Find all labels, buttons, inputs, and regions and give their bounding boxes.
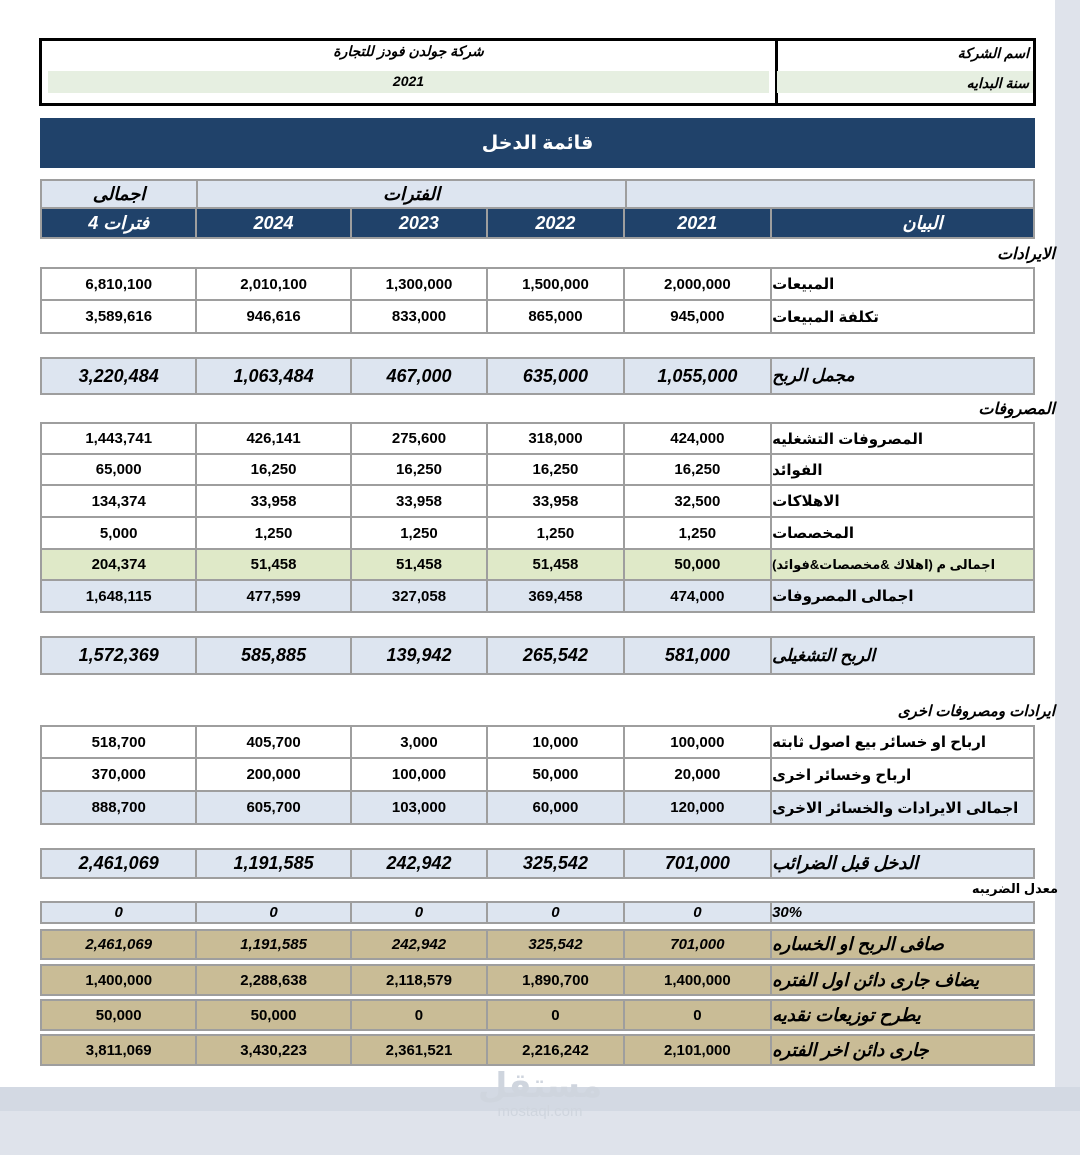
cell-tax-total: 0 xyxy=(42,903,197,922)
header-year-2021: 2021 xyxy=(625,209,772,237)
cell-asset-gain-2023: 3,000 xyxy=(352,727,488,757)
label-provisions: المخصصات xyxy=(772,525,854,542)
cell-other-gain-2023: 100,000 xyxy=(352,759,488,790)
cell-depr-2021: 32,500 xyxy=(625,486,772,516)
label-operating: الربح التشغيلى xyxy=(772,645,876,665)
cell-other-gain-total: 370,000 xyxy=(42,759,197,790)
cell-interest-2022: 16,250 xyxy=(488,455,624,484)
cell-other-gain-2022: 50,000 xyxy=(488,759,624,790)
row-cogs xyxy=(40,301,1035,334)
cell-total-exp-total: 1,648,115 xyxy=(42,581,197,611)
cell-asset-gain-total: 518,700 xyxy=(42,727,197,757)
cell-interest-2024: 16,250 xyxy=(197,455,351,484)
cell-provisions-2024: 1,250 xyxy=(197,518,351,548)
cell-provisions-2022: 1,250 xyxy=(488,518,624,548)
cell-closing-2023: 2,361,521 xyxy=(352,1036,488,1064)
cell-total-exp-2022: 369,458 xyxy=(488,581,624,611)
cell-sales-2021: 2,000,000 xyxy=(625,269,772,299)
cell-opening-2021: 1,400,000 xyxy=(625,966,772,994)
start-year-label: سنة البدايه xyxy=(966,75,1029,91)
cell-sales-2022: 1,500,000 xyxy=(488,269,624,299)
header-year-2022: 2022 xyxy=(488,209,624,237)
cell-tax-2021: 0 xyxy=(625,903,772,922)
row-provisions xyxy=(40,518,1035,550)
label-dividends: يطرح توزيعات نقديه xyxy=(772,1004,921,1025)
cell-gross-2022: 635,000 xyxy=(488,359,624,393)
header-empty xyxy=(627,181,1033,207)
company-name-label: اسم الشركة xyxy=(957,45,1029,61)
cell-dividends-2021: 0 xyxy=(625,1001,772,1029)
label-other-total: اجمالى الايرادات والخسائر الاخرى xyxy=(772,799,1019,817)
statement-title-banner xyxy=(40,118,1035,168)
cell-dividends-2022: 0 xyxy=(488,1001,624,1029)
row-subtotal xyxy=(40,550,1035,581)
label-depr: الاهلاكات xyxy=(772,493,840,510)
label-opening: يضاف جارى دائن اول الفتره xyxy=(772,969,980,990)
label-gross: مجمل الربح xyxy=(772,366,855,385)
cell-gross-2023: 467,000 xyxy=(352,359,488,393)
label-cogs: تكلفة المبيعات xyxy=(772,308,879,326)
row-other-gain xyxy=(40,759,1035,792)
row-gross xyxy=(40,357,1035,395)
cell-gross-total: 3,220,484 xyxy=(42,359,197,393)
cell-pretax-2022: 325,542 xyxy=(488,850,624,877)
cell-tax-2024: 0 xyxy=(197,903,351,922)
cell-closing-2022: 2,216,242 xyxy=(488,1036,624,1064)
cell-operating-total: 1,572,369 xyxy=(42,638,197,673)
label-pretax: الدخل قبل الضرائب xyxy=(772,853,919,873)
cell-dividends-total: 50,000 xyxy=(42,1001,197,1029)
cell-opex-2023: 275,600 xyxy=(352,424,488,453)
cell-other-total-2021: 120,000 xyxy=(625,792,772,823)
row-depr xyxy=(40,486,1035,518)
cell-sales-2023: 1,300,000 xyxy=(352,269,488,299)
label-closing: جارى دائن اخر الفتره xyxy=(772,1039,929,1060)
header-description: البيان xyxy=(902,212,943,233)
cell-pretax-total: 2,461,069 xyxy=(42,850,197,877)
label-opex: المصروفات التشغليه xyxy=(772,430,923,448)
cell-opex-total: 1,443,741 xyxy=(42,424,197,453)
cell-total-exp-2024: 477,599 xyxy=(197,581,351,611)
label-net: صافى الربح او الخساره xyxy=(772,934,944,954)
cell-opening-total: 1,400,000 xyxy=(42,966,197,994)
cell-operating-2022: 265,542 xyxy=(488,638,624,673)
cell-cogs-2023: 833,000 xyxy=(352,301,488,332)
header-row-years xyxy=(40,209,1035,239)
cell-sales-2024: 2,010,100 xyxy=(197,269,351,299)
cell-other-gain-2021: 20,000 xyxy=(625,759,772,790)
label-total-exp: اجمالى المصروفات xyxy=(772,588,914,605)
watermark-arabic: مستقل xyxy=(477,1067,603,1105)
cell-provisions-2021: 1,250 xyxy=(625,518,772,548)
header-year-2024: 2024 xyxy=(197,209,351,237)
cell-gross-2021: 1,055,000 xyxy=(625,359,772,393)
cell-subtotal-2023: 51,458 xyxy=(352,550,488,579)
cell-cogs-2021: 945,000 xyxy=(625,301,772,332)
label-interest: الفوائد xyxy=(772,461,823,479)
right-margin xyxy=(1055,0,1080,1155)
cell-depr-total: 134,374 xyxy=(42,486,197,516)
cell-other-total-total: 888,700 xyxy=(42,792,197,823)
cell-other-total-2023: 103,000 xyxy=(352,792,488,823)
cell-asset-gain-2021: 100,000 xyxy=(625,727,772,757)
tax-rate-label: معدل الضريبه xyxy=(971,881,1058,896)
cell-total-exp-2021: 474,000 xyxy=(625,581,772,611)
header-row-top xyxy=(40,179,1035,209)
cell-other-gain-2024: 200,000 xyxy=(197,759,351,790)
cell-net-2022: 325,542 xyxy=(488,931,624,958)
row-other-total xyxy=(40,792,1035,825)
cell-opening-2022: 1,890,700 xyxy=(488,966,624,994)
row-net xyxy=(40,929,1035,960)
cell-subtotal-2024: 51,458 xyxy=(197,550,351,579)
row-opex xyxy=(40,422,1035,455)
watermark xyxy=(470,1068,610,1120)
section-revenues: الايرادات xyxy=(997,246,1055,263)
label-tax: 30% xyxy=(772,904,803,921)
row-tax xyxy=(40,901,1035,924)
cell-interest-2023: 16,250 xyxy=(352,455,488,484)
cell-dividends-2024: 50,000 xyxy=(197,1001,351,1029)
cell-pretax-2024: 1,191,585 xyxy=(197,850,351,877)
label-asset-gain: ارباح او خسائر بيع اصول ثابته xyxy=(772,734,987,751)
cell-net-2024: 1,191,585 xyxy=(197,931,351,958)
row-closing xyxy=(40,1034,1035,1066)
row-interest xyxy=(40,455,1035,486)
cell-asset-gain-2024: 405,700 xyxy=(197,727,351,757)
cell-operating-2023: 139,942 xyxy=(352,638,488,673)
header-year-2023: 2023 xyxy=(352,209,488,237)
cell-sales-total: 6,810,100 xyxy=(42,269,197,299)
cell-operating-2024: 585,885 xyxy=(197,638,351,673)
cell-closing-2021: 2,101,000 xyxy=(625,1036,772,1064)
cell-other-total-2022: 60,000 xyxy=(488,792,624,823)
company-value-column xyxy=(42,41,778,103)
header-total-periods: 4 فترات xyxy=(42,209,197,237)
row-asset-gain xyxy=(40,725,1035,759)
cell-subtotal-2022: 51,458 xyxy=(488,550,624,579)
row-opening xyxy=(40,964,1035,996)
cell-interest-2021: 16,250 xyxy=(625,455,772,484)
cell-interest-total: 65,000 xyxy=(42,455,197,484)
cell-cogs-total: 3,589,616 xyxy=(42,301,197,332)
cell-net-total: 2,461,069 xyxy=(42,931,197,958)
cell-operating-2021: 581,000 xyxy=(625,638,772,673)
watermark-latin: mostaql.com xyxy=(497,1103,583,1120)
cell-closing-total: 3,811,069 xyxy=(42,1036,197,1064)
label-sales: المبيعات xyxy=(772,276,835,293)
company-info-box xyxy=(39,38,1036,106)
row-dividends xyxy=(40,999,1035,1031)
cell-total-exp-2023: 327,058 xyxy=(352,581,488,611)
cell-pretax-2023: 242,942 xyxy=(352,850,488,877)
header-periods: الفترات xyxy=(198,181,627,207)
cell-opening-2024: 2,288,638 xyxy=(197,966,351,994)
cell-cogs-2022: 865,000 xyxy=(488,301,624,332)
cell-depr-2024: 33,958 xyxy=(197,486,351,516)
cell-tax-2023: 0 xyxy=(352,903,488,922)
cell-net-2021: 701,000 xyxy=(625,931,772,958)
cell-asset-gain-2022: 10,000 xyxy=(488,727,624,757)
cell-other-total-2024: 605,700 xyxy=(197,792,351,823)
cell-provisions-total: 5,000 xyxy=(42,518,197,548)
label-other-gain: ارباح وخسائر اخرى xyxy=(772,766,912,784)
row-sales xyxy=(40,267,1035,301)
cell-depr-2022: 33,958 xyxy=(488,486,624,516)
row-operating xyxy=(40,636,1035,675)
company-name-value: شركة جولدن فودز للتجارة xyxy=(333,43,484,59)
statement-title: قائمة الدخل xyxy=(481,132,594,154)
cell-tax-2022: 0 xyxy=(488,903,624,922)
cell-provisions-2023: 1,250 xyxy=(352,518,488,548)
cell-net-2023: 242,942 xyxy=(352,931,488,958)
row-pretax xyxy=(40,848,1035,879)
section-expenses: المصروفات xyxy=(978,401,1055,418)
cell-opening-2023: 2,118,579 xyxy=(352,966,488,994)
cell-depr-2023: 33,958 xyxy=(352,486,488,516)
cell-pretax-2021: 701,000 xyxy=(625,850,772,877)
cell-subtotal-total: 204,374 xyxy=(42,550,197,579)
cell-subtotal-2021: 50,000 xyxy=(625,550,772,579)
section-other: ايرادات ومصروفات اخرى xyxy=(897,703,1055,720)
cell-dividends-2023: 0 xyxy=(352,1001,488,1029)
label-subtotal: اجمالى م (اهلاك &مخصصات&فوائد) xyxy=(772,556,996,572)
cell-opex-2022: 318,000 xyxy=(488,424,624,453)
header-total-top: اجمالى xyxy=(42,181,198,207)
start-year-value: 2021 xyxy=(392,73,425,89)
cell-gross-2024: 1,063,484 xyxy=(197,359,351,393)
cell-closing-2024: 3,430,223 xyxy=(197,1036,351,1064)
cell-opex-2024: 426,141 xyxy=(197,424,351,453)
row-total-exp xyxy=(40,581,1035,613)
cell-cogs-2024: 946,616 xyxy=(197,301,351,332)
cell-opex-2021: 424,000 xyxy=(625,424,772,453)
